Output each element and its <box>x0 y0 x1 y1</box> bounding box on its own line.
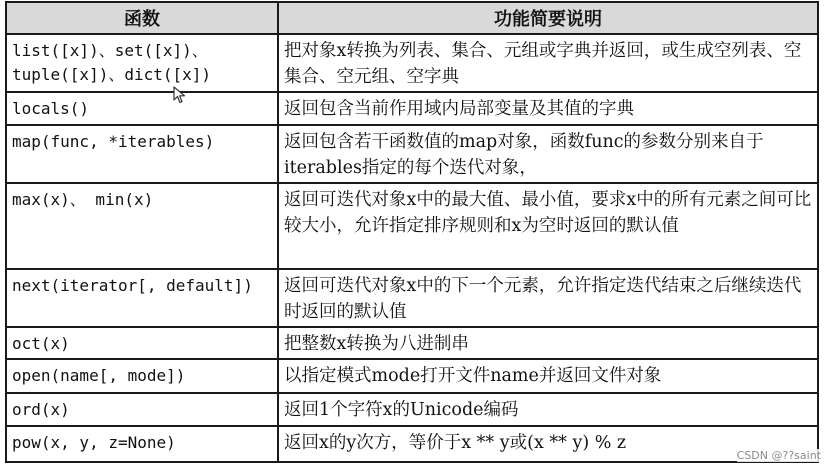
table-row <box>6 359 818 393</box>
table-header-row <box>6 2 818 34</box>
function-description: 返回1个字符x的Unicode编码 <box>278 393 818 427</box>
function-description: 返回可迭代对象x中的下一个元素，允许指定迭代结束之后继续迭代时返回的默认值 <box>278 269 818 327</box>
table-row <box>6 34 818 92</box>
function-signature-next: next(iterator[, default]) <box>6 269 278 327</box>
function-signature-pow: pow(x, y, z=None) <box>6 426 278 462</box>
function-description: 返回包含当前作用域内局部变量及其值的字典 <box>278 92 818 126</box>
table-row <box>6 327 818 360</box>
table-row <box>6 183 818 268</box>
table-row <box>6 269 818 327</box>
functions-table <box>5 1 819 463</box>
watermark: CSDN @??saint <box>736 449 821 462</box>
function-description: 返回x的y次方，等价于x ** y或(x ** y) % z <box>278 426 818 462</box>
table-row <box>6 92 818 126</box>
table-row <box>6 393 818 427</box>
mouse-pointer-icon <box>173 86 187 104</box>
table-row <box>6 125 818 183</box>
function-description: 把整数x转换为八进制串 <box>278 327 818 360</box>
function-signature-ord: ord(x) <box>6 393 278 427</box>
function-description: 返回包含若干函数值的map对象，函数func的参数分别来自于iterables指定的每个迭代对象， <box>278 125 818 183</box>
function-signature-locals: locals() <box>6 92 278 126</box>
column-header-description: 功能简要说明 <box>278 2 818 34</box>
function-signature-map: map(func, *iterables) <box>6 125 278 183</box>
column-header-function: 函数 <box>6 2 278 34</box>
function-signature-oct: oct(x) <box>6 327 278 360</box>
function-signature-list-set-tuple-dict: list([x])、set([x])、tuple([x])、dict([x]) <box>6 34 278 92</box>
function-description: 把对象x转换为列表、集合、元组或字典并返回，或生成空列表、空集合、空元组、空字典 <box>278 34 818 92</box>
function-description: 以指定模式mode打开文件name并返回文件对象 <box>278 359 818 393</box>
function-signature-open: open(name[, mode]) <box>6 359 278 393</box>
table-row <box>6 426 818 462</box>
function-signature-max-min: max(x)、 min(x) <box>6 183 278 268</box>
function-description: 返回可迭代对象x中的最大值、最小值，要求x中的所有元素之间可比较大小，允许指定排序规则和x为空时返回的默认值 <box>278 183 818 268</box>
